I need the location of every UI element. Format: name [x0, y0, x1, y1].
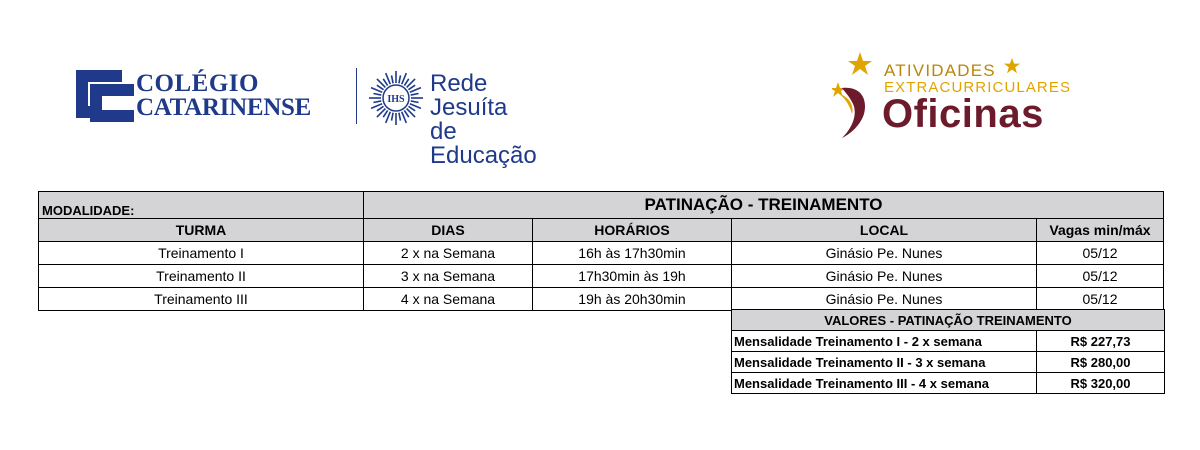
colegio-line1: COLÉGIO	[136, 70, 259, 97]
cell-turma: Treinamento I	[39, 242, 364, 265]
cell-dias: 3 x na Semana	[364, 265, 533, 288]
header-local: LOCAL	[732, 219, 1037, 242]
valores-price: R$ 320,00	[1037, 373, 1165, 394]
valores-label: Mensalidade Treinamento I - 2 x semana	[732, 331, 1037, 352]
oficinas-line1: ATIVIDADES	[884, 61, 996, 80]
valores-price: R$ 280,00	[1037, 352, 1165, 373]
schedule-table	[38, 191, 1164, 311]
cell-horarios: 16h às 17h30min	[533, 242, 732, 265]
oficinas-line3: Oficinas	[882, 92, 1044, 136]
header-horarios: HORÁRIOS	[533, 219, 732, 242]
star-icon	[1004, 58, 1020, 74]
valores-row	[732, 352, 1165, 373]
valores-price: R$ 227,73	[1037, 331, 1165, 352]
cell-vagas: 05/12	[1037, 265, 1164, 288]
table-row	[39, 288, 1164, 311]
table-row	[39, 242, 1164, 265]
cell-local: Ginásio Pe. Nunes	[732, 265, 1037, 288]
valores-title: VALORES - PATINAÇÃO TREINAMENTO	[732, 310, 1165, 331]
modalidade-label: MODALIDADE:	[39, 192, 364, 219]
valores-label: Mensalidade Treinamento III - 4 x semana	[732, 373, 1037, 394]
header-row	[39, 219, 1164, 242]
valores-title-row	[732, 310, 1165, 331]
header-turma: TURMA	[39, 219, 364, 242]
seal-text: IHS	[387, 94, 405, 105]
cell-turma: Treinamento III	[39, 288, 364, 311]
header-dias: DIAS	[364, 219, 533, 242]
cell-horarios: 17h30min às 19h	[533, 265, 732, 288]
valores-label: Mensalidade Treinamento II - 3 x semana	[732, 352, 1037, 373]
colegio-line2: CATARINENSE	[136, 94, 311, 121]
logo-divider	[356, 68, 357, 124]
title-row	[39, 192, 1164, 219]
jesuit-seal-icon	[368, 70, 424, 126]
cell-turma: Treinamento II	[39, 265, 364, 288]
cell-local: Ginásio Pe. Nunes	[732, 242, 1037, 265]
colegio-name	[136, 72, 311, 120]
colegio-catarinense-logo	[76, 70, 556, 169]
header-vagas: Vagas min/máx	[1037, 219, 1164, 242]
valores-row	[732, 331, 1165, 352]
table-row	[39, 265, 1164, 288]
modalidade-title: PATINAÇÃO - TREINAMENTO	[364, 192, 1164, 219]
cc-logo-icon	[76, 70, 136, 122]
valores-table	[731, 309, 1165, 394]
cell-horarios: 19h às 20h30min	[533, 288, 732, 311]
rede-line1: Rede Jesuíta	[430, 70, 508, 121]
valores-row	[732, 373, 1165, 394]
rede-line2: de Educação	[430, 118, 537, 169]
cell-dias: 2 x na Semana	[364, 242, 533, 265]
cell-vagas: 05/12	[1037, 242, 1164, 265]
cell-local: Ginásio Pe. Nunes	[732, 288, 1037, 311]
rede-jesuita-name	[430, 72, 556, 168]
cell-vagas: 05/12	[1037, 288, 1164, 311]
oficinas-logo	[832, 52, 1072, 138]
oficinas-line2: EXTRACURRICULARES	[884, 79, 1072, 96]
cell-dias: 4 x na Semana	[364, 288, 533, 311]
